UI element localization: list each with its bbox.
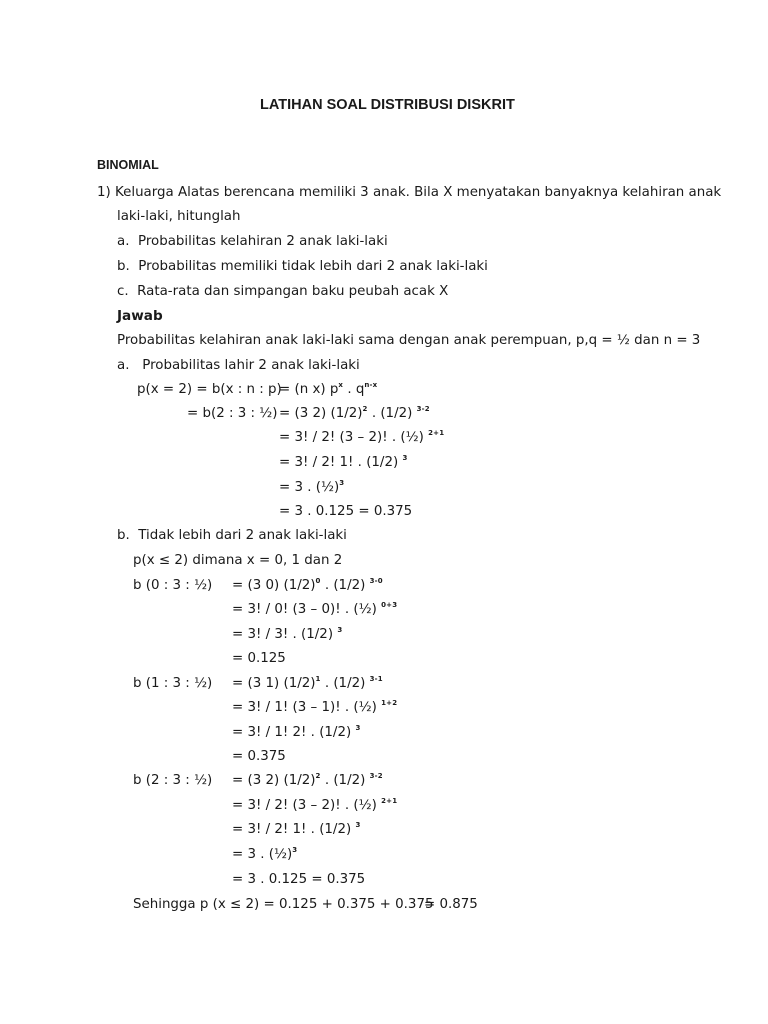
superscript: 3: [292, 846, 298, 854]
text-segment: . q: [343, 382, 365, 397]
line-b0-4: [232, 650, 286, 668]
text-segment: = (3 1) (1/2): [232, 676, 316, 691]
text-segment: p(x ≤ 2) dimana x = 0, 1 dan 2: [133, 553, 343, 568]
text-segment: . (1/2): [367, 406, 417, 421]
superscript: x: [338, 381, 344, 389]
superscript: n-x: [364, 381, 378, 389]
line-b2-2: [232, 797, 397, 815]
text-segment: b. Probabilitas memiliki tidak lebih dari 2 anak laki-laki: [117, 259, 488, 274]
line-qc: [117, 283, 448, 301]
superscript: 1+2: [381, 699, 398, 707]
superscript: 3: [402, 454, 408, 462]
line-a2-rhs: [279, 405, 430, 423]
superscript: 3: [339, 479, 345, 487]
text-segment: = 0.125: [232, 651, 286, 666]
line-intro: [117, 332, 700, 350]
text-segment: = 3! / 2! (3 – 2)! . (½): [279, 430, 429, 445]
line-b0-lhs: [133, 577, 212, 595]
superscript: 3: [355, 724, 361, 732]
text-segment: = 3! / 2! (3 – 2)! . (½): [232, 798, 382, 813]
line-b-head: [117, 527, 347, 545]
text-segment: = 3! / 1! (3 – 1)! . (½): [232, 700, 382, 715]
text-segment: = 3! / 2! 1! . (1/2): [232, 822, 356, 837]
text-segment: = 3! / 2! 1! . (1/2): [279, 455, 403, 470]
line-a-head: [117, 357, 360, 375]
text-segment: = 3! / 0! (3 – 0)! . (½): [232, 602, 382, 617]
line-a4: [279, 454, 408, 472]
text-segment: laki-laki, hitunglah: [117, 209, 241, 224]
superscript: 3-1: [369, 675, 383, 683]
text-segment: = 3 . 0.125 = 0.375: [232, 872, 366, 887]
superscript: 2: [362, 405, 368, 413]
line-q1b: [117, 208, 241, 226]
superscript: 2+1: [428, 429, 445, 437]
text-segment: Probabilitas kelahiran anak laki-laki sama dengan anak perempuan, p,q = ½ dan n = 3: [117, 333, 701, 348]
text-segment: = b(2 : 3 : ½): [187, 406, 278, 421]
text-segment: a. Probabilitas kelahiran 2 anak laki-laki: [117, 234, 388, 249]
superscript: 3-0: [369, 577, 383, 585]
line-q1a: [97, 184, 721, 202]
line-b0-1: [232, 577, 383, 595]
line-a3: [279, 429, 444, 447]
text-segment: = (n x) p: [279, 382, 339, 397]
line-sum-lhs: [133, 896, 433, 914]
line-b2-5: [232, 871, 365, 889]
text-segment: . (1/2): [320, 676, 370, 691]
text-segment: = 3! / 3! . (1/2): [232, 627, 338, 642]
text-segment: Jawab: [117, 308, 163, 324]
text-segment: = (3 2) (1/2): [232, 773, 316, 788]
superscript: 3-2: [369, 772, 383, 780]
text-segment: a. Probabilitas lahir 2 anak laki-laki: [117, 358, 360, 373]
line-a1-rhs: [279, 381, 377, 399]
superscript: 1: [315, 675, 321, 683]
line-b2-3: [232, 821, 361, 839]
superscript: 3: [337, 626, 343, 634]
text-segment: b (1 : 3 : ½): [133, 676, 213, 691]
text-segment: = (3 0) (1/2): [232, 578, 316, 593]
text-segment: p(x = 2) = b(x : n : p): [137, 382, 282, 397]
text-segment: = (3 2) (1/2): [279, 406, 363, 421]
line-b1-2: [232, 699, 397, 717]
superscript: 3-2: [416, 405, 430, 413]
superscript: 2: [315, 772, 321, 780]
line-qb: [117, 258, 488, 276]
line-sum-rhs: [424, 896, 478, 914]
text-segment: = 3 . (½): [279, 480, 340, 495]
superscript: 3: [355, 821, 361, 829]
text-segment: b (2 : 3 : ½): [133, 773, 213, 788]
superscript: 2+1: [381, 797, 398, 805]
line-b2-4: [232, 846, 297, 864]
superscript: 0+3: [381, 601, 398, 609]
line-b2-lhs: [133, 772, 212, 790]
text-segment: c. Rata-rata dan simpangan baku peubah acak X: [117, 284, 449, 299]
section-heading: BINOMIAL: [97, 158, 159, 172]
line-a1-lhs: [137, 381, 282, 399]
text-segment: = 3 . (½): [232, 847, 293, 862]
line-b2-1: [232, 772, 383, 790]
text-segment: Sehingga p (x ≤ 2) = 0.125 + 0.375 + 0.375: [133, 897, 434, 912]
text-segment: = 3! / 1! 2! . (1/2): [232, 725, 356, 740]
line-b-def: [133, 552, 342, 570]
line-b1-1: [232, 675, 383, 693]
line-b1-lhs: [133, 675, 212, 693]
line-jawab: [117, 307, 163, 325]
line-qa: [117, 233, 388, 251]
text-segment: 1) Keluarga Alatas berencana memiliki 3 anak. Bila X menyatakan banyaknya kelahiran anak: [97, 185, 722, 200]
line-b1-3: [232, 724, 361, 742]
line-b1-4: [232, 748, 286, 766]
page-title: LATIHAN SOAL DISTRIBUSI DISKRIT: [260, 97, 515, 113]
text-segment: . (1/2): [320, 578, 370, 593]
line-b0-3: [232, 626, 342, 644]
text-segment: b (0 : 3 : ½): [133, 578, 213, 593]
text-segment: = 0.875: [424, 897, 478, 912]
line-b0-2: [232, 601, 397, 619]
text-segment: = 3 . 0.125 = 0.375: [279, 504, 413, 519]
text-segment: = 0.375: [232, 749, 286, 764]
line-a5: [279, 479, 344, 497]
text-segment: b. Tidak lebih dari 2 anak laki-laki: [117, 528, 347, 543]
line-a2-lhs: [187, 405, 278, 423]
text-segment: . (1/2): [320, 773, 370, 788]
line-a6: [279, 503, 412, 521]
superscript: 0: [315, 577, 321, 585]
